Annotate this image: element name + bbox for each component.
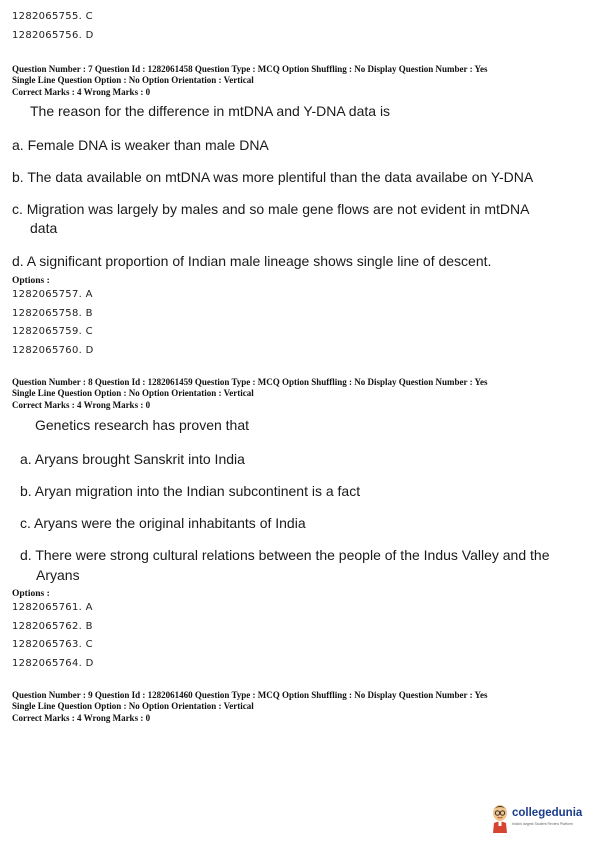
option-id: 1282065757. A [12, 289, 93, 300]
option-id: 1282065758. B [12, 307, 93, 319]
question-7-choice-b: b. The data available on mtDNA was more plentiful than the data availabe on Y-DNA [12, 169, 534, 185]
option-id: 1282065761. A [12, 602, 93, 613]
question-marks: Correct Marks : 4 Wrong Marks : 0 [12, 400, 151, 410]
question-marks: Correct Marks : 4 Wrong Marks : 0 [12, 713, 151, 723]
option-id: 1282065756. D [12, 29, 94, 41]
collegedunia-logo [490, 801, 590, 835]
option-id: 1282065759. C [12, 326, 93, 337]
question-meta-line: Single Line Question Option : No Option Orientation : Vertical [12, 387, 254, 398]
question-8-choice-d-continued: Aryans [36, 567, 80, 583]
logo-tagline: India's largest Student Review Platform [512, 822, 573, 826]
option-id: 1282065764. D [12, 657, 94, 669]
options-label: Options : [12, 589, 50, 599]
option-id: 1282065760. D [12, 344, 94, 356]
question-8-meta [12, 377, 488, 410]
question-meta-line: Single Line Question Option : No Option Orientation : Vertical [12, 700, 254, 711]
question-8-text: Genetics research has proven that [35, 417, 250, 433]
option-id: 1282065755. C [12, 11, 93, 22]
question-meta-line: Question Number : 8 Question Id : 1282061459 Question Type : MCQ Option Shuffling : No Display Question Number : Yes [12, 377, 488, 387]
question-7-text: The reason for the difference in mtDNA and Y-DNA data is [30, 103, 391, 119]
question-7-choice-c: c. Migration was largely by males and so male gene flows are not evident in mtDNA [12, 201, 530, 217]
question-8-choice-a: a. Aryans brought Sanskrit into India [20, 451, 245, 467]
question-7-choice-c-continued: data [30, 220, 58, 236]
question-8-choice-c: c. Aryans were the original inhabitants of India [20, 515, 306, 531]
question-8-options [12, 589, 94, 673]
logo-name: collegedunia [512, 807, 583, 819]
question-8-choice-b: b. Aryan migration into the Indian subcontinent is a fact [20, 483, 361, 499]
question-8-choice-d: d. There were strong cultural relations between the people of the Indus Valley and the [20, 547, 550, 563]
question-9-meta [12, 690, 488, 723]
option-id: 1282065763. C [12, 639, 93, 650]
option-id: 1282065762. B [12, 620, 93, 632]
options-label: Options : [12, 276, 50, 286]
question-7-meta [12, 64, 488, 97]
question-meta-line: Question Number : 9 Question Id : 1282061460 Question Type : MCQ Option Shuffling : No Display Question Number : Yes [12, 690, 488, 700]
question-meta-line: Question Number : 7 Question Id : 1282061458 Question Type : MCQ Option Shuffling : No Display Question Number : Yes [12, 64, 488, 74]
student-mascot-icon [490, 803, 510, 833]
question-7-choice-d: d. A significant proportion of Indian male lineage shows single line of descent. [12, 253, 492, 269]
question-marks: Correct Marks : 4 Wrong Marks : 0 [12, 87, 151, 97]
previous-question-options [12, 8, 94, 45]
question-meta-line: Single Line Question Option : No Option Orientation : Vertical [12, 74, 254, 85]
question-7-choice-a: a. Female DNA is weaker than male DNA [12, 137, 269, 153]
question-7-options [12, 276, 94, 360]
